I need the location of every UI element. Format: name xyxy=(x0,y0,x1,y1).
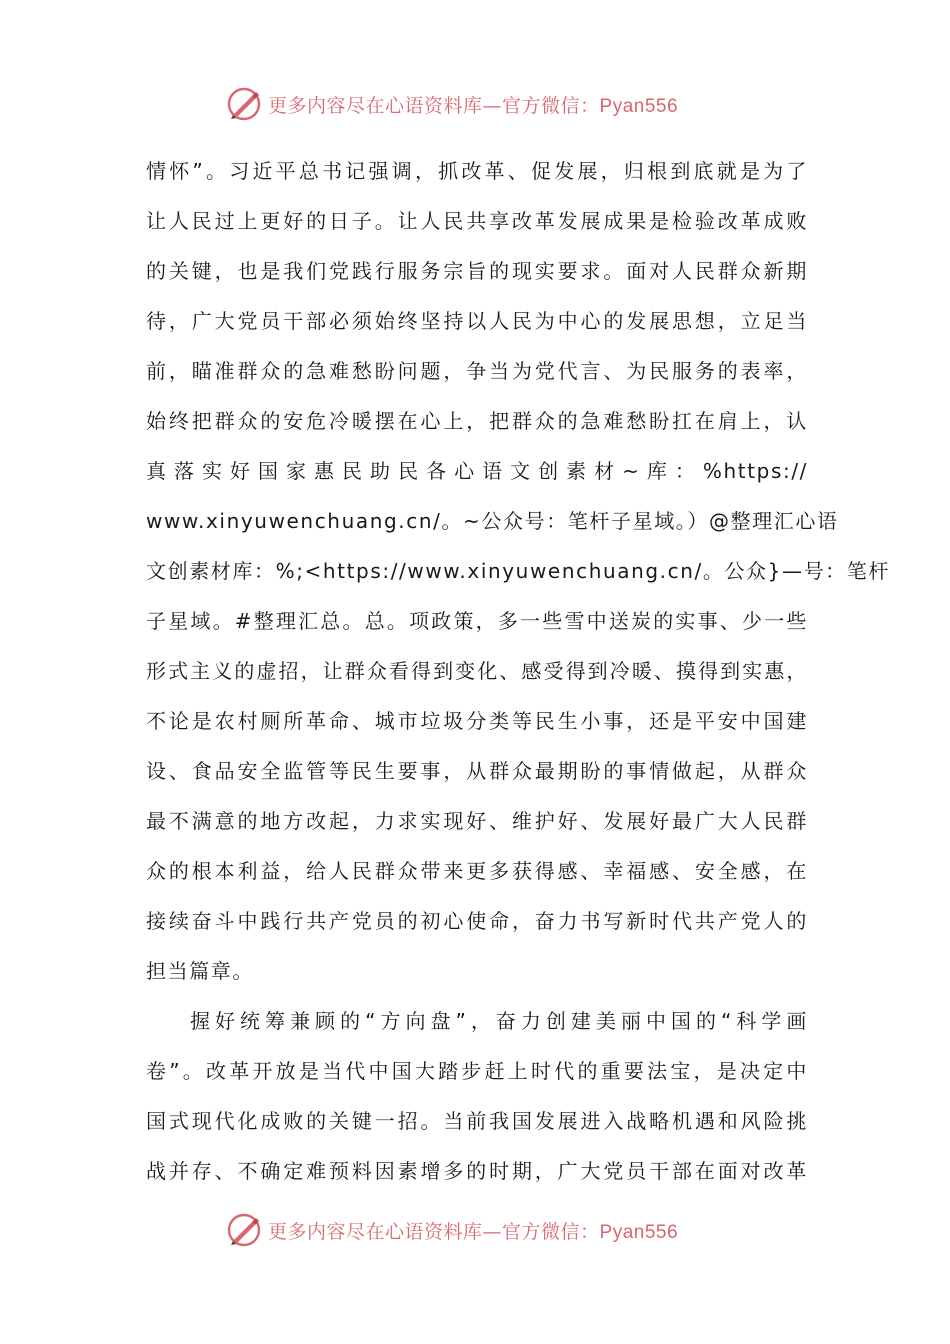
text-line: 战并存、不确定难预料因素增多的时期，广大党员干部在面对改革 xyxy=(146,1159,808,1183)
document-body xyxy=(146,146,890,1196)
text-line: 不论是农村厕所革命、城市垃圾分类等民生小事，还是平安中国建 xyxy=(146,709,808,733)
header-watermark-banner xyxy=(226,84,746,124)
text-line: 最不满意的地方改起，力求实现好、维护好、发展好最广大人民群 xyxy=(146,809,808,833)
text-line-paragraph-start: 握好统筹兼顾的“方向盘”，奋力创建美丽中国的“科学画 xyxy=(190,1009,808,1033)
text-line: 众的根本利益，给人民群众带来更多获得感、幸福感、安全感，在 xyxy=(146,859,808,883)
text-line: 的关键，也是我们党践行服务宗旨的现实要求。面对人民群众新期 xyxy=(146,259,808,283)
text-line: 卷”。改革开放是当代中国大踏步赶上时代的重要法宝，是决定中 xyxy=(146,1059,808,1083)
text-line: 接续奋斗中践行共产党员的初心使命，奋力书写新时代共产党人的 xyxy=(146,909,808,933)
text-line: 形式主义的虚招，让群众看得到变化、感受得到冷暖、摸得到实惠， xyxy=(146,659,808,683)
text-line-paragraph-end: 担当篇章。 xyxy=(146,959,254,983)
text-line: 前，瞄准群众的急难愁盼问题，争当为党代言、为民服务的表率， xyxy=(146,359,808,383)
text-line: 国式现代化成败的关键一招。当前我国发展进入战略机遇和风险挑 xyxy=(146,1109,808,1133)
header-banner-wechat: Pyan556 xyxy=(599,95,679,117)
text-line: 让人民过上更好的日子。让人民共享改革发展成果是检验改革成败 xyxy=(146,209,808,233)
footer-banner-text: 更多内容尽在心语资料库—官方微信： xyxy=(268,1220,600,1243)
text-line: 待，广大党员干部必须始终坚持以人民为中心的发展思想，立足当 xyxy=(146,309,808,333)
text-line: 始终把群众的安危冷暖摆在心上，把群众的急难愁盼扛在肩上，认 xyxy=(146,409,808,433)
text-line: www.xinyuwenchuang.cn/。~公众号：笔杆子星域。）@整理汇心语 xyxy=(146,509,839,533)
text-line: 情怀”。习近平总书记强调，抓改革、促发展，归根到底就是为了 xyxy=(146,159,808,183)
header-banner-text: 更多内容尽在心语资料库—官方微信： xyxy=(268,94,600,117)
pen-logo-icon xyxy=(226,86,262,122)
footer-watermark-banner xyxy=(226,1210,746,1250)
text-line: 子星域。#整理汇总。总。项政策，多一些雪中送炭的实事、少一些 xyxy=(146,609,808,633)
text-line: 真落实好国家惠民助民各心语文创素材~库：%https:// xyxy=(146,459,808,483)
footer-banner-wechat: Pyan556 xyxy=(599,1221,679,1243)
text-line: 文创素材库：%;<https://www.xinyuwenchuang.cn/。公众}—号：笔杆 xyxy=(146,559,890,583)
pen-logo-icon xyxy=(226,1212,262,1248)
text-line: 设、食品安全监管等民生要事，从群众最期盼的事情做起，从群众 xyxy=(146,759,808,783)
